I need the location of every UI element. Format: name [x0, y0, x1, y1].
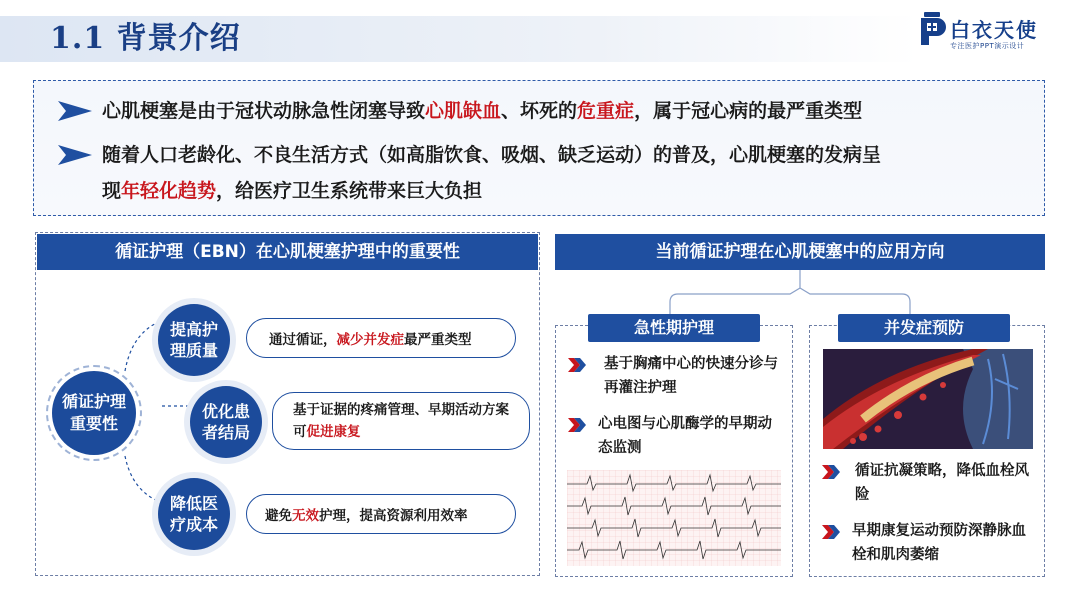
complication-title: 并发症预防	[838, 314, 1010, 342]
intro-line-1: 心肌梗塞是由于冠状动脉急性闭塞导致心肌缺血、坏死的危重症，属于冠心病的最严重类型	[102, 100, 863, 122]
intro-line-2: 随着人口老龄化、不良生活方式（如高脂饮食、吸烟、缺乏运动）的普及，心肌梗塞的发病呈	[102, 144, 882, 166]
ecg-image	[567, 470, 781, 566]
acute-item-1: 基于胸痛中心的快速分诊与再灌注护理	[604, 356, 778, 396]
intro-line-3: 现年轻化趋势，给医疗卫生系统带来巨大负担	[102, 180, 483, 202]
cost-circle: 降低医疗成本	[158, 478, 230, 550]
blood-vessel-image	[823, 349, 1033, 449]
arrow-bullet-icon	[58, 101, 92, 121]
quality-pill: 通过循证， 减少并发症 最严重类型	[246, 318, 516, 358]
acute-item-2: 心电图与心肌酶学的早期动态监测	[598, 416, 772, 456]
quality-circle: 提高护理质量	[158, 304, 230, 376]
outcome-circle: 优化患者结局	[190, 386, 262, 458]
complication-item-1: 循证抗凝策略，降低血栓风险	[855, 463, 1029, 503]
logo-name: 白衣天使	[950, 18, 1038, 42]
ebn-importance-header: 循证护理（EBN）在心肌梗塞护理中的重要性	[37, 234, 538, 270]
double-chevron-icon	[568, 418, 586, 432]
cost-pill: 避免 无效 护理，提高资源利用效率	[246, 494, 516, 534]
double-chevron-icon	[822, 525, 840, 539]
page-title: 1.1 背景介绍	[50, 21, 241, 56]
outcome-pill: 基于证据的疼痛管理、早期活动方案可促进康复	[272, 392, 530, 450]
double-chevron-icon	[568, 358, 586, 372]
intro-box	[33, 80, 1045, 216]
logo-tagline: 专注医护PPT演示设计	[950, 42, 1025, 50]
bracket-connector	[660, 270, 920, 320]
acute-care-title: 急性期护理	[588, 314, 760, 342]
logo-icon	[918, 12, 948, 46]
arrow-bullet-icon	[58, 145, 92, 165]
application-header: 当前循证护理在心肌梗塞中的应用方向	[555, 234, 1045, 270]
double-chevron-icon	[822, 465, 840, 479]
center-circle: 循证护理重要性	[52, 371, 136, 455]
complication-item-2: 早期康复运动预防深静脉血栓和肌肉萎缩	[852, 523, 1026, 563]
